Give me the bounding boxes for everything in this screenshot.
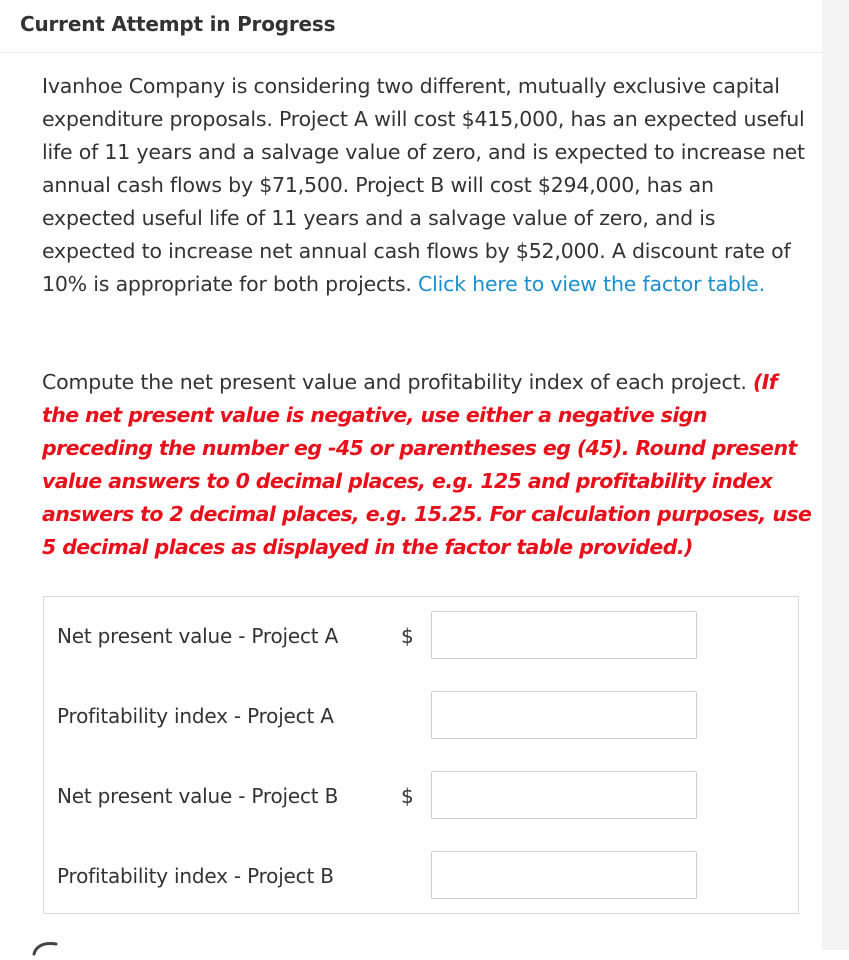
npv-b-input[interactable] [431,771,697,819]
answer-row-npv-a [44,611,800,659]
npv-a-label: Net present value - Project A [57,624,339,648]
answer-box [43,596,799,914]
npv-a-dollar-sign: $ [401,624,414,648]
attempt-header [0,0,822,53]
attempt-title: Current Attempt in Progress [20,12,336,36]
scrollbar-track[interactable] [822,0,849,950]
npv-b-label: Net present value - Project B [57,784,339,808]
factor-table-link[interactable]: Click here to view the factor table. [418,272,765,296]
pi-b-label: Profitability index - Project B [57,864,334,888]
instructions-note: (If the net present value is negative, use either a negative sign preceding the number eg -45 or parentheses eg (45). Round present value answers to 0 decimal places, e.g. 125 and profitability index answers to 2 decimal places, e.g. 15.25. For calculation purposes, use 5 decimal places as displayed in the factor table provided.) [42,370,812,559]
instructions [42,366,812,564]
npv-a-input[interactable] [431,611,697,659]
answer-row-npv-b [44,771,800,819]
pi-b-input[interactable] [431,851,697,899]
pi-a-input[interactable] [431,691,697,739]
answer-row-pi-b [44,851,800,899]
pi-a-label: Profitability index - Project A [57,704,334,728]
question-body: Ivanhoe Company is considering two different, mutually exclusive capital expenditure proposals. Project A will cost $415,000, has an expected useful life of 11 years and a salvage value of zero, and is expected to increase net annual cash flows by $71,500. Project B will cost $294,000, has an expected useful life of 11 years and a salvage value of zero, and is expected to increase net annual cash flows by $52,000. A discount rate of 10% is appropriate for both projects. [42,74,805,296]
npv-b-dollar-sign: $ [401,784,414,808]
hand-drawn-arc-icon-svg [30,936,70,956]
hand-drawn-arc-icon [30,936,70,956]
answer-row-pi-a [44,691,800,739]
question-text [42,70,808,301]
instructions-text: Compute the net present value and profitability index of each project. [42,370,753,394]
